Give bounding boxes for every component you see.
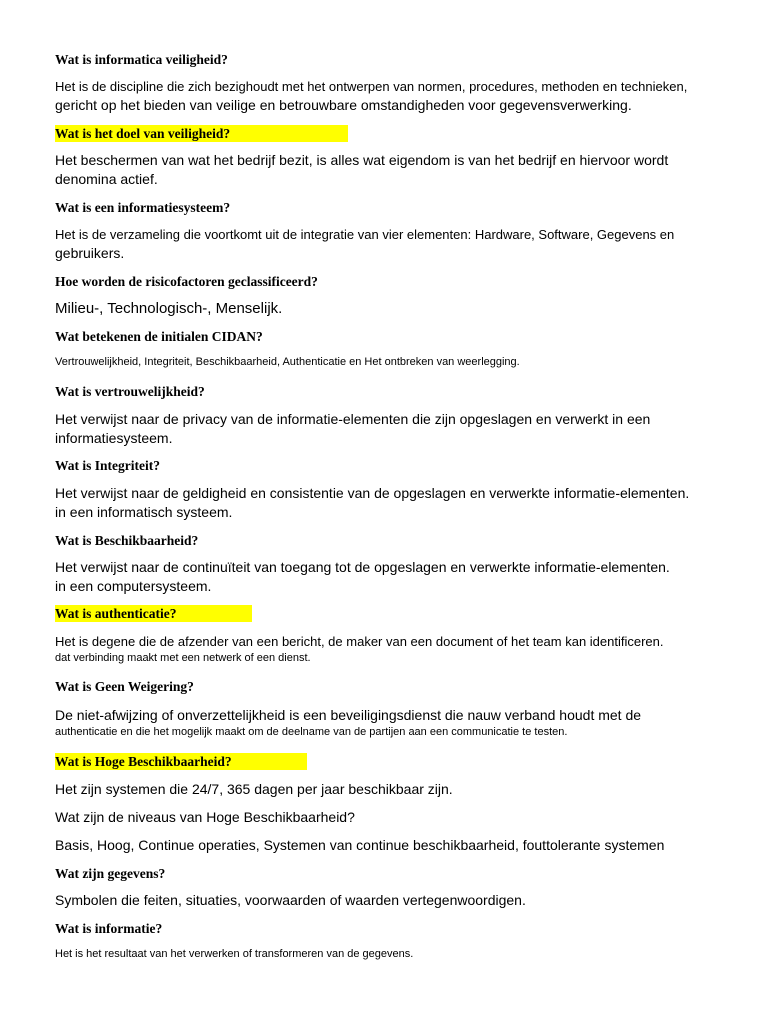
answer-line: gericht op het bieden van veilige en betrouwbare omstandigheden voor gegevensverwerking. <box>55 97 632 113</box>
question-heading-highlighted: Wat is Hoge Beschikbaarheid? <box>55 753 307 770</box>
answer-line: Het verwijst naar de geldigheid en consistentie van de opgeslagen en verwerkte informatie-elementen. <box>55 485 690 501</box>
question-heading-highlighted: Wat is authenticatie? <box>55 605 252 622</box>
question-heading: Wat is Beschikbaarheid? <box>55 533 199 548</box>
question-heading: Wat is Geen Weigering? <box>55 679 194 694</box>
question-heading-highlighted: Wat is het doel van veiligheid? <box>55 125 348 142</box>
answer-line: in een informatisch systeem. <box>55 504 233 520</box>
answer-paragraph <box>55 151 745 189</box>
answer-line: Het verwijst naar de continuïteit van toegang tot de opgeslagen en verwerkte informatie-elementen. <box>55 559 670 575</box>
question-heading: Wat is Integriteit? <box>55 458 160 473</box>
answer-paragraph <box>55 633 745 665</box>
answer-line: Wat zijn de niveaus van Hoge Beschikbaarheid? <box>55 809 355 825</box>
answer-line: De niet-afwijzing of onverzettelijkheid is een beveiligingsdienst die nauw verband houdt met de <box>55 707 642 723</box>
answer-line: informatiesysteem. <box>55 430 173 446</box>
question-heading: Wat is vertrouwelijkheid? <box>55 384 205 399</box>
answer-line: Het beschermen van wat het bedrijf bezit, is alles wat eigendom is van het bedrijf en hiervoor wordt <box>55 152 669 168</box>
answer-paragraph <box>55 891 745 910</box>
answer-line: authenticatie en die het mogelijk maakt om de deelname van de partijen aan een communicatie te testen. <box>55 726 568 738</box>
answer-line: Het is degene die de afzender van een bericht, de maker van een document of het team kan identificeren. <box>55 634 664 649</box>
answer-line: Het verwijst naar de privacy van de informatie-elementen die zijn opgeslagen en verwerkt in een <box>55 411 651 427</box>
answer-paragraph <box>55 484 745 522</box>
answer-paragraph <box>55 558 745 596</box>
answer-line: Het is de discipline die zich bezighoudt met het ontwerpen van normen, procedures, methoden en technieken, <box>55 79 688 94</box>
question-heading: Wat betekenen de initialen CIDAN? <box>55 329 263 344</box>
answer-line: dat verbinding maakt met een netwerk of een dienst. <box>55 652 311 664</box>
answer-line: Het is de verzameling die voortkomt uit de integratie van vier elementen: Hardware, Software, Gegevens en <box>55 227 675 242</box>
answer-paragraph <box>55 226 745 263</box>
answer-paragraph <box>55 706 745 739</box>
answer-paragraph <box>55 410 745 448</box>
answer-line: Het zijn systemen die 24/7, 365 dagen per jaar beschikbaar zijn. <box>55 781 453 797</box>
answer-paragraph <box>55 947 745 961</box>
question-heading: Wat is informatica veiligheid? <box>55 52 228 67</box>
answer-line: gebruikers. <box>55 245 125 261</box>
answer-paragraph <box>55 780 745 855</box>
answer-line: denomina actief. <box>55 171 158 187</box>
question-heading: Wat zijn gegevens? <box>55 866 166 881</box>
answer-line: Symbolen die feiten, situaties, voorwaarden of waarden vertegenwoordigen. <box>55 892 526 908</box>
question-heading: Hoe worden de risicofactoren geclassificeerd? <box>55 274 318 289</box>
answer-line: Vertrouwelijkheid, Integriteit, Beschikbaarheid, Authenticatie en Het ontbreken van weerlegging. <box>55 356 520 368</box>
answer-line: Milieu-, Technologisch-, Menselijk. <box>55 300 283 317</box>
answer-paragraph <box>55 355 745 369</box>
question-heading: Wat is een informatiesysteem? <box>55 200 231 215</box>
answer-line: in een computersysteem. <box>55 578 212 594</box>
answer-line: Het is het resultaat van het verwerken of transformeren van de gegevens. <box>55 948 414 960</box>
question-heading: Wat is informatie? <box>55 921 163 936</box>
answer-line: Basis, Hoog, Continue operaties, Systemen van continue beschikbaarheid, fouttolerante systemen <box>55 837 665 853</box>
answer-paragraph <box>55 78 745 115</box>
answer-paragraph <box>55 299 745 318</box>
